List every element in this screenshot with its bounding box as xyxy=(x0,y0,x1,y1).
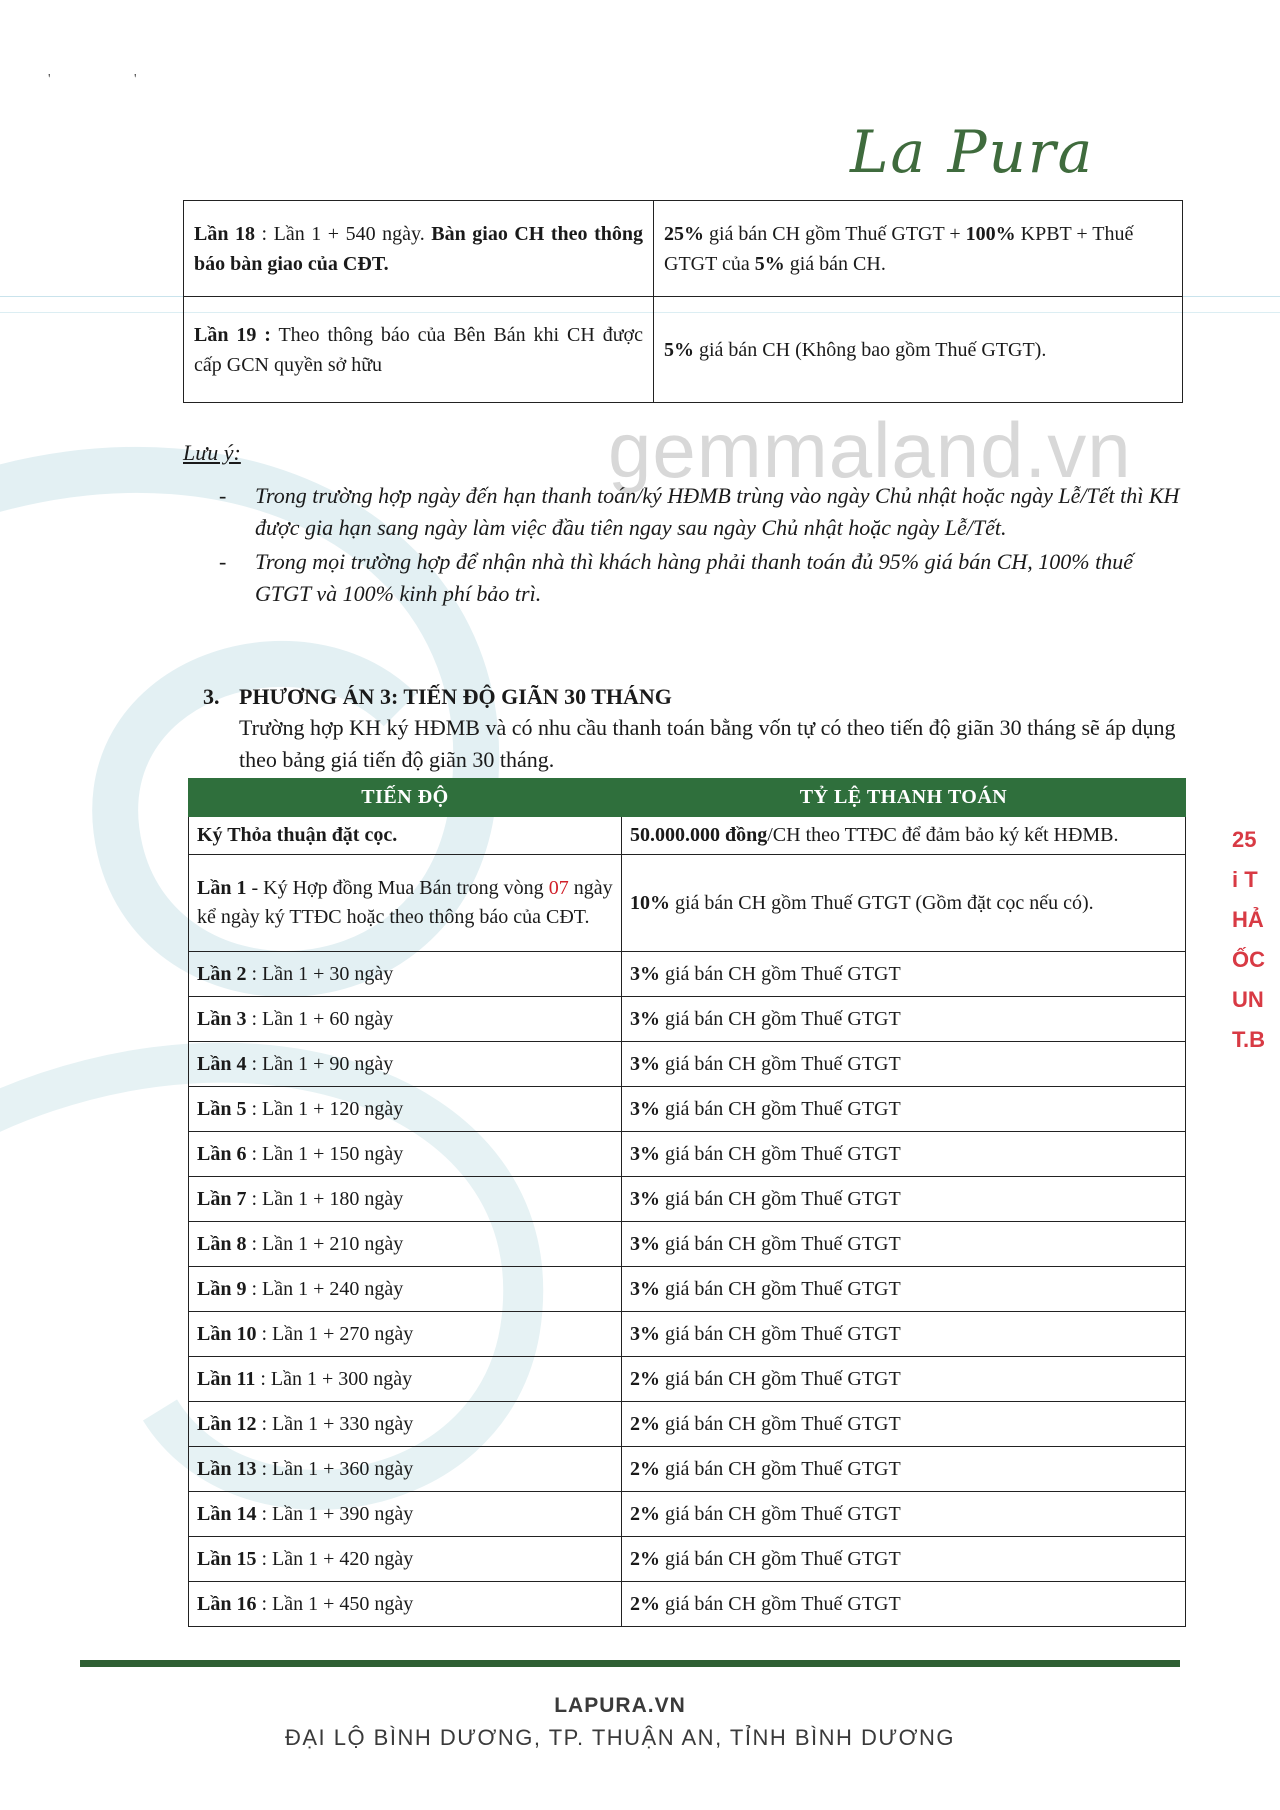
footer-website: LAPURA.VN xyxy=(554,1694,686,1717)
stage-cell: Lần 16 : Lần 1 + 450 ngày xyxy=(189,1582,622,1627)
payment-cell: 3% giá bán CH gồm Thuế GTGT xyxy=(622,1132,1186,1177)
table-row xyxy=(189,1267,1186,1312)
stage-cell: Lần 6 : Lần 1 + 150 ngày xyxy=(189,1132,622,1177)
notes-title: Lưu ý: xyxy=(183,440,241,465)
stage-cell: Lần 4 : Lần 1 + 90 ngày xyxy=(189,1042,622,1087)
payment-cell: 2% giá bán CH gồm Thuế GTGT xyxy=(622,1402,1186,1447)
payment-cell: 3% giá bán CH gồm Thuế GTGT xyxy=(622,952,1186,997)
list-item: - Trong mọi trường hợp để nhận nhà thì khách hàng phải thanh toán đủ 95% giá bán CH, 100% thuế GTGT và 100% kinh phí bảo trì. xyxy=(219,549,1133,606)
table-row xyxy=(189,1087,1186,1132)
table-row xyxy=(189,1582,1186,1627)
red-stamp xyxy=(1232,820,1280,1050)
payment-cell: 25% giá bán CH gồm Thuế GTGT + 100% KPBT + Thuế GTGT của 5% giá bán CH. xyxy=(654,201,1183,297)
stage-cell: Lần 19 : Theo thông báo của Bên Bán khi CH được cấp GCN quyền sở hữu xyxy=(184,297,654,403)
column-header-stage: TIẾN ĐỘ xyxy=(189,779,622,817)
payment-cell: 3% giá bán CH gồm Thuế GTGT xyxy=(622,1312,1186,1357)
table-row xyxy=(189,817,1186,855)
stage-cell: Lần 1 - Ký Hợp đồng Mua Bán trong vòng 07 ngày kể ngày ký TTĐC hoặc theo thông báo của CĐT. xyxy=(189,855,622,952)
payment-cell: 2% giá bán CH gồm Thuế GTGT xyxy=(622,1582,1186,1627)
payment-cell: 2% giá bán CH gồm Thuế GTGT xyxy=(622,1537,1186,1582)
table-row xyxy=(189,1402,1186,1447)
schedule-rows xyxy=(189,952,1186,1627)
stamp-text: 25 xyxy=(1232,827,1257,852)
payment-cell: 3% giá bán CH gồm Thuế GTGT xyxy=(622,997,1186,1042)
table-row xyxy=(189,1312,1186,1357)
stage-cell: Lần 3 : Lần 1 + 60 ngày xyxy=(189,997,622,1042)
table-row xyxy=(189,952,1186,997)
notes-list xyxy=(183,480,1183,610)
table-row xyxy=(189,1537,1186,1582)
payment-cell: 3% giá bán CH gồm Thuế GTGT xyxy=(622,1267,1186,1312)
stamp-text: UN xyxy=(1232,987,1264,1012)
table-row xyxy=(189,997,1186,1042)
stage-cell: Ký Thỏa thuận đặt cọc. xyxy=(189,817,622,855)
stage-cell: Lần 18 : Lần 1 + 540 ngày. Bàn giao CH theo thông báo bàn giao của CĐT. xyxy=(184,201,654,297)
stage-cell: Lần 14 : Lần 1 + 390 ngày xyxy=(189,1492,622,1537)
stamp-text: ỐC xyxy=(1232,947,1265,972)
table-row xyxy=(189,1357,1186,1402)
stage-cell: Lần 8 : Lần 1 + 210 ngày xyxy=(189,1222,622,1267)
brand-logo: La Pura xyxy=(850,118,1095,186)
column-header-payment: TỶ LỆ THANH TOÁN xyxy=(622,779,1186,817)
stage-cell: Lần 2 : Lần 1 + 30 ngày xyxy=(189,952,622,997)
payment-cell: 2% giá bán CH gồm Thuế GTGT xyxy=(622,1357,1186,1402)
list-item: - Trong trường hợp ngày đến hạn thanh toán/ký HĐMB trùng vào ngày Chủ nhật hoặc ngày Lễ/Tết thì KH được gia hạn sang ngày làm việc đầu tiên ngay sau ngày Chủ nhật hoặc ngày Lễ/Tết. xyxy=(219,483,1180,540)
table-row xyxy=(189,855,1186,952)
plan-3-section xyxy=(203,684,1183,776)
watermark-text: gemmaland.vn xyxy=(608,406,1132,494)
stage-cell: Lần 15 : Lần 1 + 420 ngày xyxy=(189,1537,622,1582)
stamp-text: i T xyxy=(1232,867,1258,892)
payment-cell: 50.000.000 đồng/CH theo TTĐC để đảm bảo ký kết HĐMB. xyxy=(622,817,1186,855)
table-row xyxy=(189,1222,1186,1267)
table-header-row xyxy=(189,779,1186,817)
table-row xyxy=(189,1177,1186,1222)
section-heading: 3. PHƯƠNG ÁN 3: TIẾN ĐỘ GIÃN 30 THÁNG xyxy=(203,684,672,709)
payment-cell: 3% giá bán CH gồm Thuế GTGT xyxy=(622,1222,1186,1267)
table-row xyxy=(189,1447,1186,1492)
footer-address: ĐẠI LỘ BÌNH DƯƠNG, TP. THUẬN AN, TỈNH BÌNH DƯƠNG xyxy=(284,1725,956,1750)
payment-cell: 2% giá bán CH gồm Thuế GTGT xyxy=(622,1447,1186,1492)
stage-cell: Lần 11 : Lần 1 + 300 ngày xyxy=(189,1357,622,1402)
payment-cell: 10% giá bán CH gồm Thuế GTGT (Gồm đặt cọc nếu có). xyxy=(622,855,1186,952)
table-row xyxy=(184,201,1183,297)
payment-schedule-table xyxy=(188,778,1186,1627)
payment-cell: 5% giá bán CH (Không bao gồm Thuế GTGT). xyxy=(654,297,1183,403)
stage-cell: Lần 10 : Lần 1 + 270 ngày xyxy=(189,1312,622,1357)
section-description: Trường hợp KH ký HĐMB và có nhu cầu thanh toán bằng vốn tự có theo tiến độ giãn 30 tháng sẽ áp dụng theo bảng giá tiến độ giãn 30 tháng. xyxy=(239,715,1176,772)
payment-table-continued xyxy=(183,200,1183,403)
stage-cell: Lần 5 : Lần 1 + 120 ngày xyxy=(189,1087,622,1132)
stage-cell: Lần 12 : Lần 1 + 330 ngày xyxy=(189,1402,622,1447)
payment-cell: 2% giá bán CH gồm Thuế GTGT xyxy=(622,1492,1186,1537)
stage-cell: Lần 13 : Lần 1 + 360 ngày xyxy=(189,1447,622,1492)
footer-divider xyxy=(80,1660,1180,1667)
table-row xyxy=(189,1042,1186,1087)
stage-cell: Lần 9 : Lần 1 + 240 ngày xyxy=(189,1267,622,1312)
notes-section xyxy=(183,440,1183,612)
stamp-text: HẢ xyxy=(1232,907,1264,932)
payment-cell: 3% giá bán CH gồm Thuế GTGT xyxy=(622,1087,1186,1132)
table-row xyxy=(189,1132,1186,1177)
table-row xyxy=(189,1492,1186,1537)
scan-marks: ' ' xyxy=(48,72,177,87)
payment-cell: 3% giá bán CH gồm Thuế GTGT xyxy=(622,1042,1186,1087)
payment-cell: 3% giá bán CH gồm Thuế GTGT xyxy=(622,1177,1186,1222)
stamp-text: T.B xyxy=(1232,1027,1265,1052)
stage-cell: Lần 7 : Lần 1 + 180 ngày xyxy=(189,1177,622,1222)
table-row xyxy=(184,297,1183,403)
